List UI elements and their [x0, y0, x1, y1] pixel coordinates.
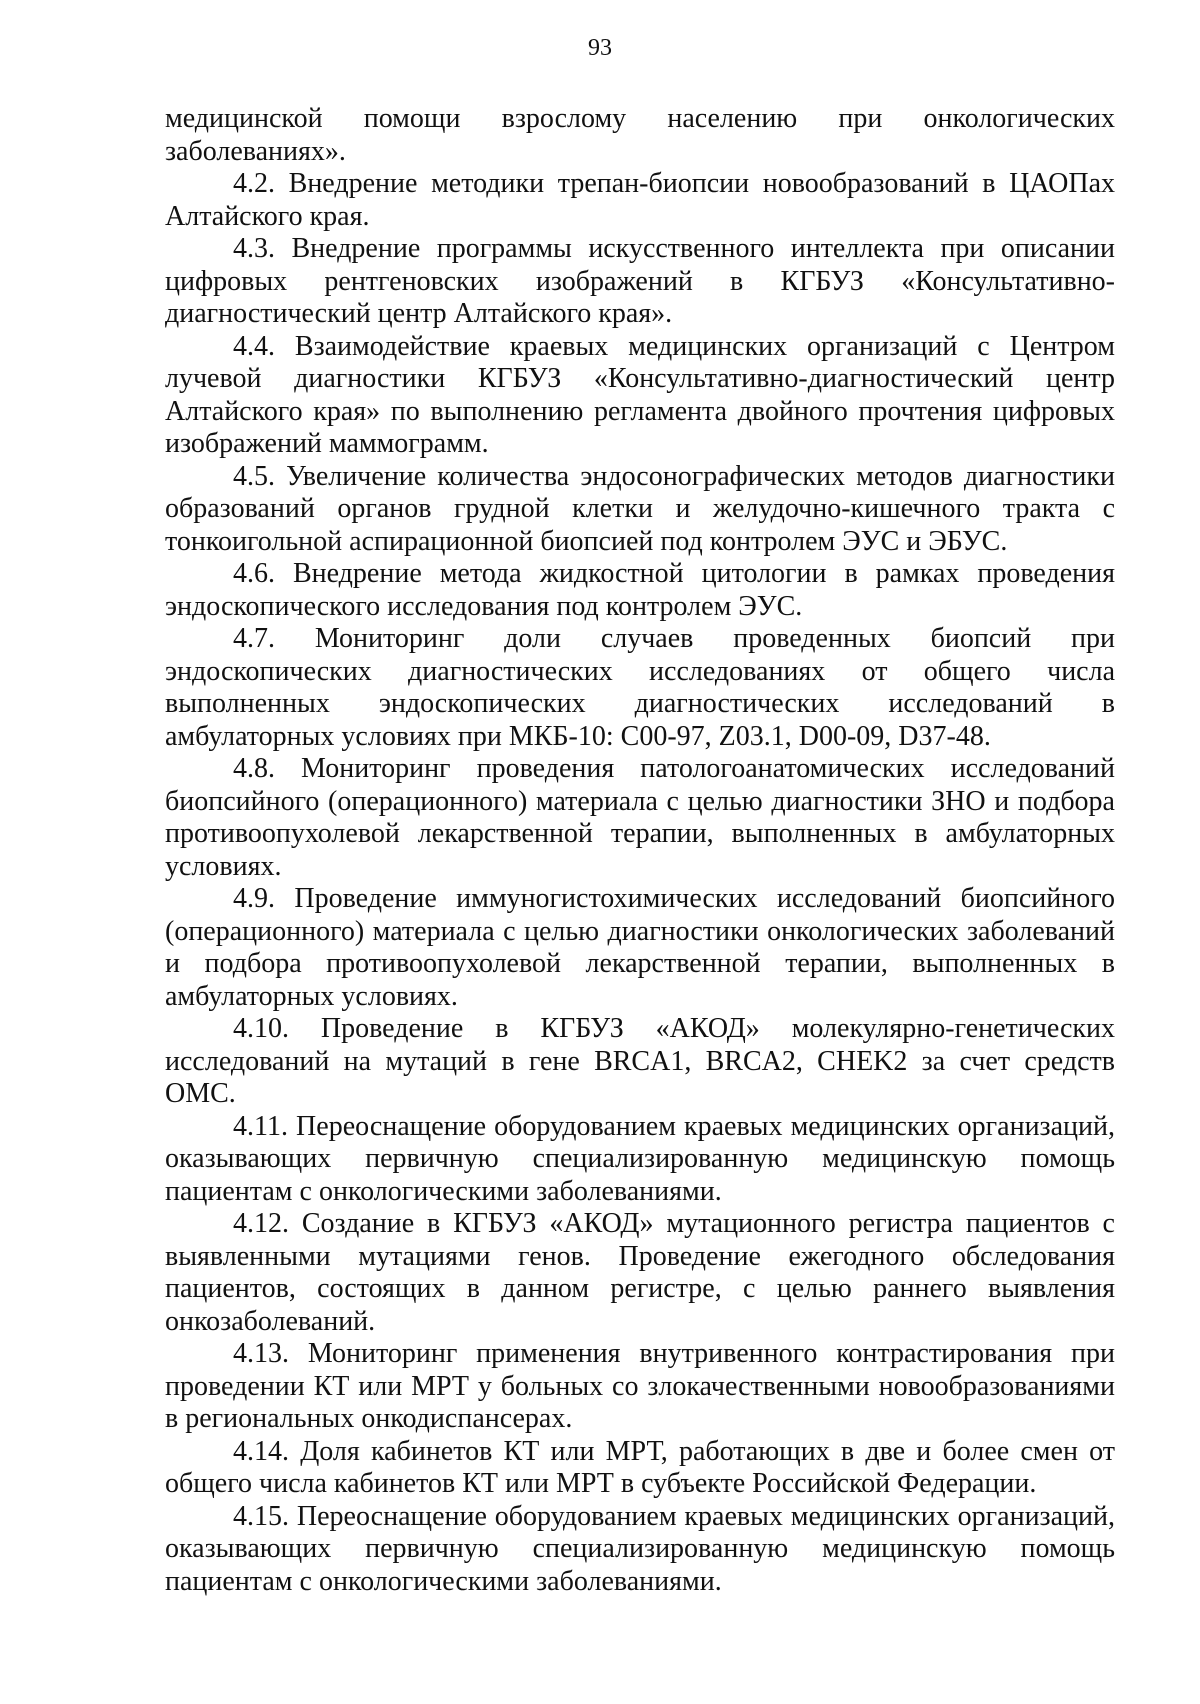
- paragraph-4-8: 4.8. Мониторинг проведения патологоанатомических исследований биопсийного (операционного) материала с целью диагностики ЗНО и подбора противоопухолевой лекарственной терапии, выполненных в амбулаторных условиях.: [165, 753, 1115, 882]
- paragraph-4-2: 4.2. Внедрение методики трепан-биопсии новообразований в ЦАОПах Алтайского края.: [165, 168, 1115, 232]
- paragraph-4-4: 4.4. Взаимодействие краевых медицинских организаций с Центром лучевой диагностики КГБУЗ «Консультативно-диагностический центр Алтайского края» по выполнению регламента двойного прочтения цифровых изображений маммограмм.: [165, 330, 1115, 459]
- page-number: 93: [588, 35, 612, 61]
- paragraph-4-13: 4.13. Мониторинг применения внутривенного контрастирования при проведении КТ или МРТ у больных со злокачественными новообразованиями в региональных онкодиспансерах.: [165, 1338, 1115, 1434]
- paragraph-4-3: 4.3. Внедрение программы искусственного интеллекта при описании цифровых рентгеновских изображений в КГБУЗ «Консультативно-диагностический центр Алтайского края».: [165, 233, 1115, 329]
- paragraph-4-11: 4.11. Переоснащение оборудованием краевых медицинских организаций, оказывающих первичную специализированную медицинскую помощь пациентам с онкологическими заболеваниями.: [165, 1110, 1115, 1207]
- paragraph-4-15: 4.15. Переоснащение оборудованием краевых медицинских организаций, оказывающих первичную специализированную медицинскую помощь пациентам с онкологическими заболеваниями.: [165, 1500, 1115, 1597]
- text-body: [165, 103, 1115, 1598]
- paragraph-continuation: медицинской помощи взрослому населению при онкологических заболеваниях».: [165, 103, 1115, 167]
- paragraph-4-10: 4.10. Проведение в КГБУЗ «АКОД» молекулярно-генетических исследований на мутаций в гене BRCA1, BRCA2, CHEK2 за счет средств ОМС.: [165, 1013, 1115, 1109]
- paragraph-4-6: 4.6. Внедрение метода жидкостной цитологии в рамках проведения эндоскопического исследования под контролем ЭУС.: [165, 558, 1115, 622]
- paragraph-4-7: 4.7. Мониторинг доли случаев проведенных биопсий при эндоскопических диагностических исследованиях от общего числа выполненных эндоскопических диагностических исследований в амбулаторных условиях при МКБ-10: C00-97, Z03.1, D00-09, D37-48.: [165, 623, 1115, 752]
- paragraph-4-12: 4.12. Создание в КГБУЗ «АКОД» мутационного регистра пациентов с выявленными мутациями генов. Проведение ежегодного обследования пациентов, состоящих в данном регистре, с целью раннего выявления онкозаболеваний.: [165, 1208, 1115, 1337]
- paragraph-4-14: 4.14. Доля кабинетов КТ или МРТ, работающих в две и более смен от общего числа кабинетов КТ или МРТ в субъекте Российской Федерации.: [165, 1435, 1115, 1499]
- paragraph-4-9: 4.9. Проведение иммуногистохимических исследований биопсийного (операционного) материала с целью диагностики онкологических заболеваний и подбора противоопухолевой лекарственной терапии, выполненных в амбулаторных условиях.: [165, 883, 1115, 1012]
- paragraph-4-5: 4.5. Увеличение количества эндосонографических методов диагностики образований органов грудной клетки и желудочно-кишечного тракта с тонкоигольной аспирационной биопсией под контролем ЭУС и ЭБУС.: [165, 460, 1115, 557]
